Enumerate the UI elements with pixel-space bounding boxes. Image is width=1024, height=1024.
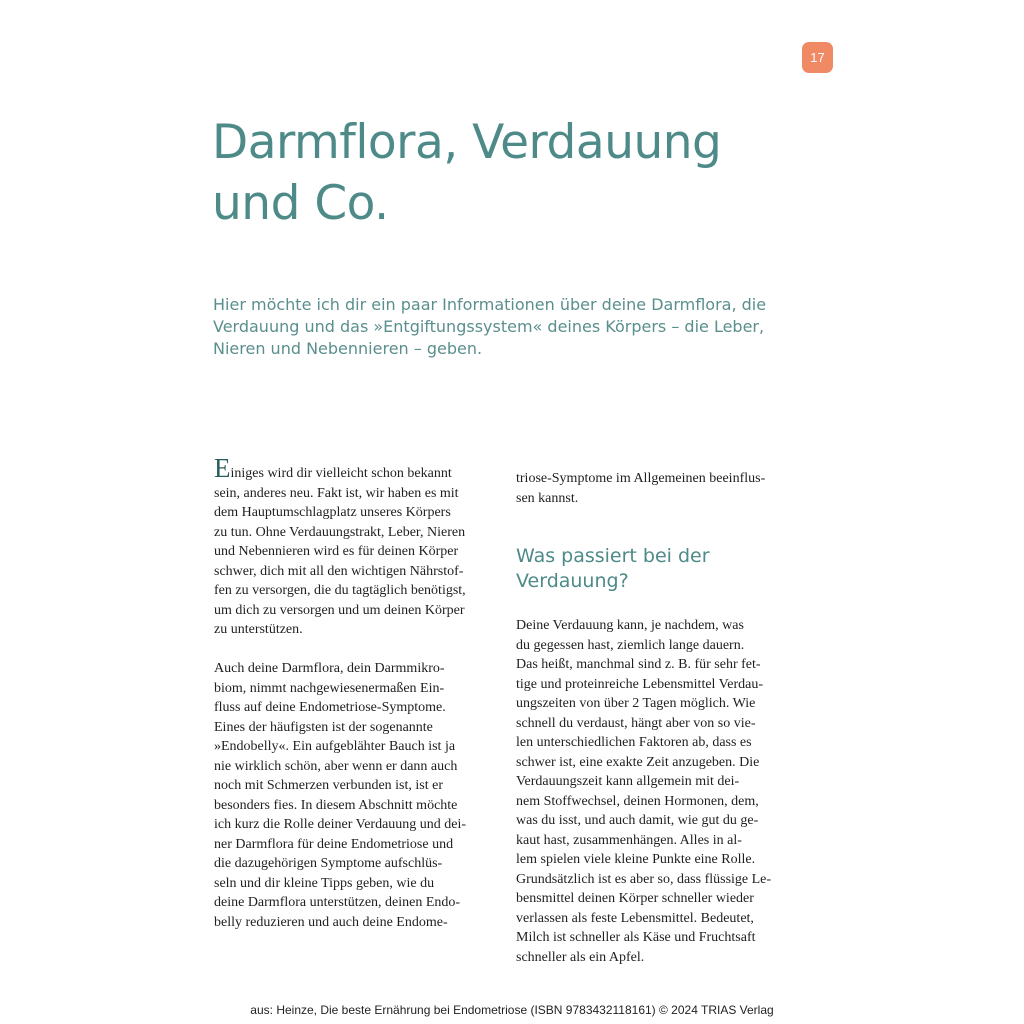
text-line: Eines der häufigsten ist der sogenannte (214, 719, 433, 735)
paragraph-3 (516, 616, 796, 967)
page-number: 17 (810, 50, 825, 65)
text-line: »Endobelly«. Ein aufgeblähter Bauch ist ja (214, 739, 456, 754)
left-column (214, 453, 489, 932)
text-line: fen zu versorgen, die du tagtäglich benötigst, (214, 583, 466, 598)
text-line: du gegessen hast, ziemlich lange dauern. (516, 637, 745, 653)
intro-paragraph (213, 294, 813, 360)
text-line: Milch ist schneller als Käse und Fruchtsaft (516, 930, 756, 945)
text-line: Verdauungszeit kann allgemein mit dei- (516, 774, 740, 789)
text-line: kaut hast, zusammenhängen. Alles in al- (516, 832, 742, 848)
paragraph-2 (214, 659, 489, 932)
source-citation: aus: Heinze, Die beste Ernährung bei Endometriose (ISBN 9783432118161) © 2024 TRIAS Verlag (250, 1003, 774, 1017)
section-heading-line: Verdauung? (516, 570, 629, 592)
text-line: nem Stoffwechsel, deinen Hormonen, dem, (516, 793, 759, 809)
right-column (516, 469, 796, 967)
text-line: Deine Verdauung kann, je nachdem, was (516, 618, 744, 633)
text-line: bensmittel deinen Körper schneller wieder (516, 891, 754, 906)
text-line: seln und dir kleine Tipps geben, wie du (214, 875, 435, 891)
page-number-badge (802, 42, 833, 73)
text-line: tige und proteinreiche Lebensmittel Verdau- (516, 676, 763, 692)
intro-line: Hier möchte ich dir ein paar Informationen über deine Darmflora, die (213, 295, 767, 314)
text-line: belly reduzieren und auch deine Endome- (214, 914, 448, 930)
text-line (214, 453, 489, 484)
section-heading-line: Was passiert bei der (516, 545, 710, 567)
text-fragment: iniges wird dir vielleicht schon bekannt (230, 466, 452, 481)
chapter-title-line: und Co. (212, 176, 389, 231)
text-line: deine Darmflora unterstützen, deinen Endo- (214, 895, 461, 910)
intro-line: Nieren und Nebennieren – geben. (213, 339, 483, 358)
text-line: ner Darmflora für deine Endometriose und (214, 836, 454, 852)
text-line: sein, anderes neu. Fakt ist, wir haben es mit (214, 485, 459, 501)
text-line: zu tun. Ohne Verdauungstrakt, Leber, Nieren (214, 524, 466, 540)
text-line: noch mit Schmerzen verbunden ist, ist er (214, 778, 443, 793)
text-line: fluss auf deine Endometriose-Symptome. (214, 700, 446, 715)
chapter-title-line: Darmflora, Verdauung (212, 115, 722, 170)
text-line: lem spielen viele kleine Punkte eine Rolle. (516, 852, 756, 867)
text-line: besonders fies. In diesem Abschnitt möchte (214, 797, 458, 813)
chapter-title (212, 112, 812, 234)
intro-line: Verdauung und das »Entgiftungssystem« deines Körpers – die Leber, (213, 317, 765, 336)
paragraph-continuation (516, 469, 796, 508)
text-line: schwer, dich mit all den wichtigen Nährstof- (214, 563, 464, 579)
section-heading (516, 544, 796, 594)
text-line: und Nebennieren wird es für deinen Körper (214, 544, 459, 559)
text-line: Auch deine Darmflora, dein Darmmikro- (214, 661, 445, 676)
text-line: um dich zu versorgen und um deinen Körper (214, 602, 465, 618)
text-line: biom, nimmt nachgewiesenermaßen Ein- (214, 680, 445, 696)
text-line: Das heißt, manchmal sind z. B. für sehr fet- (516, 657, 761, 672)
text-line: ungszeiten von über 2 Tagen möglich. Wie (516, 696, 756, 711)
text-line: dem Hauptumschlagplatz unseres Körpers (214, 505, 451, 520)
drop-cap: E (214, 453, 231, 483)
text-line: die dazugehörigen Symptome aufschlüs- (214, 856, 443, 871)
paragraph-1 (214, 453, 489, 640)
text-line: Grundsätzlich ist es aber so, dass flüssige Le- (516, 871, 772, 887)
text-line: zu unterstützen. (214, 622, 303, 637)
text-line: sen kannst. (516, 490, 579, 506)
text-line: schnell du verdaust, hängt aber von so vie- (516, 715, 756, 731)
text-line: nie wirklich schön, aber wenn er dann auch (214, 758, 458, 774)
text-line: verlassen als feste Lebensmittel. Bedeutet, (516, 910, 754, 926)
text-line: schwer ist, eine exakte Zeit anzugeben. Die (516, 754, 760, 770)
text-line: schneller als ein Apfel. (516, 949, 645, 965)
text-line: ich kurz die Rolle deiner Verdauung und dei- (214, 817, 467, 832)
text-line: len unterschiedlichen Faktoren ab, dass es (516, 735, 752, 750)
text-line: triose-Symptome im Allgemeinen beeinflus- (516, 471, 766, 486)
text-line: was du isst, und auch damit, wie gut du ge- (516, 813, 759, 828)
